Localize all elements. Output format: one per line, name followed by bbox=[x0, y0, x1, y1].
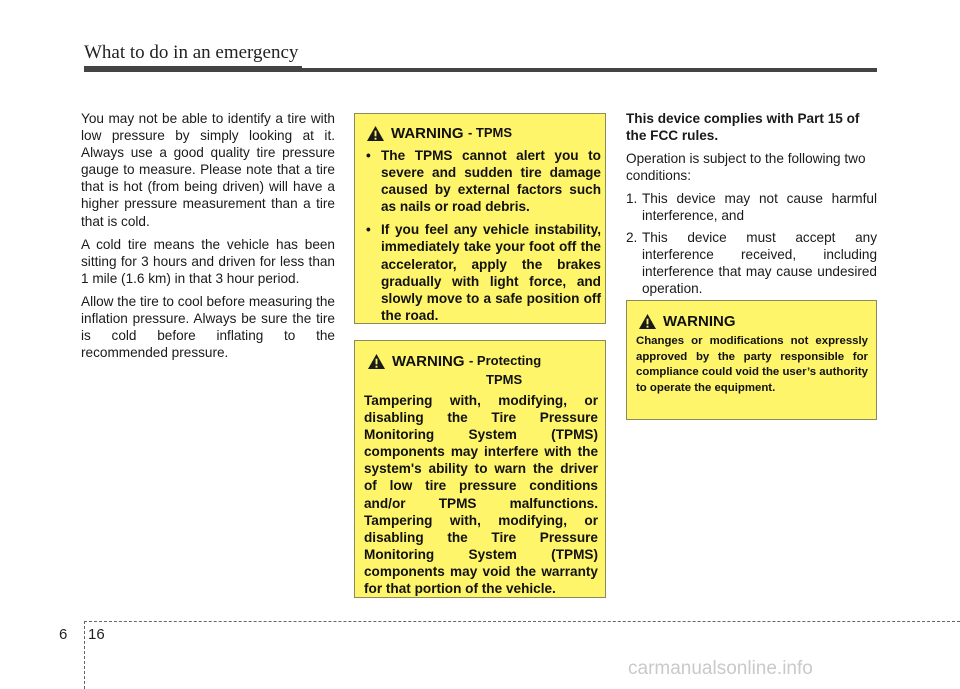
warning-item: • The TPMS cannot alert you to severe and sudden tire damage caused by external factors such as nails or road debris. bbox=[363, 147, 601, 215]
left-column bbox=[81, 110, 335, 367]
warning-list bbox=[363, 147, 601, 330]
warning-heading bbox=[638, 313, 736, 330]
paragraph-cool-before: Allow the tire to cool before measuring the inflation pressure. Always be sure the tire is cold before inflating to the recommended pressure. bbox=[81, 293, 335, 361]
warning-subtitle-continued: TPMS bbox=[486, 372, 523, 387]
footer-rule bbox=[84, 621, 960, 622]
fcc-intro: Operation is subject to the following two conditions: bbox=[626, 151, 866, 184]
warning-subtitle: - TPMS bbox=[467, 125, 513, 140]
fcc-conditions-list bbox=[626, 190, 877, 297]
fcc-heading: This device complies with Part 15 of the FCC rules. bbox=[626, 111, 860, 144]
list-item-number: 1. bbox=[626, 191, 638, 207]
warning-box-tpms bbox=[354, 113, 606, 324]
page-number: 16 bbox=[88, 626, 105, 643]
paragraph-cold-tire: A cold tire means the vehicle has been sitting for 3 hours and driven for less than 1 mile (1.6 km) in that 3 hour period. bbox=[81, 236, 335, 286]
warning-subtitle: - Protecting bbox=[468, 353, 542, 368]
warning-title: WARNING bbox=[391, 125, 464, 142]
watermark: carmanualsonline.info bbox=[628, 658, 813, 679]
warning-body: Tampering with, modifying, or disabling the Tire Pressure Monitoring System (TPMS) components may interfere with the system's ability to warn the driver of low tire pressure conditions and/or TPMS malfunctions. Tampering with, modifying, or disabling the Tire Pressure Monitoring System (TPMS) components may void the warranty for that portion of the vehicle. bbox=[364, 393, 598, 597]
list-item-number: 2. bbox=[626, 229, 638, 245]
warning-triangle-icon bbox=[366, 125, 385, 142]
header-rule-accent bbox=[84, 66, 302, 72]
chapter-number: 6 bbox=[59, 626, 68, 643]
warning-item: • If you feel any vehicle instability, immediately take your foot off the accelerator, apply the brakes gradually with light force, and slowly move to a safe position off the road. bbox=[363, 221, 601, 324]
warning-box-protecting-tpms bbox=[354, 340, 606, 598]
list-item-text: This device may not cause harmful interference, and bbox=[642, 191, 877, 224]
warning-title: WARNING bbox=[392, 353, 465, 370]
warning-heading bbox=[366, 125, 512, 143]
warning-body: Changes or modifications not expressly approved by the party responsible for compliance could void the user’s authority to operate the equipment. bbox=[636, 335, 868, 394]
list-item-text: This device must accept any interference received, including interference that may cause undesired operation. bbox=[642, 229, 877, 296]
warning-triangle-icon bbox=[367, 353, 386, 370]
warning-title: WARNING bbox=[663, 313, 736, 330]
list-item bbox=[626, 229, 877, 297]
warning-box-fcc bbox=[626, 300, 877, 420]
right-column bbox=[626, 110, 877, 301]
warning-triangle-icon bbox=[638, 313, 657, 330]
footer-divider bbox=[84, 621, 85, 689]
paragraph-tire-identify: You may not be able to identify a tire with low pressure by simply looking at it. Always use a good quality tire pressure gauge to measure. Please note that a tire that is hot (from being driven) will have a higher pressure measurement than a tire that is cold. bbox=[81, 111, 335, 229]
page-header-title: What to do in an emergency bbox=[84, 42, 299, 63]
warning-heading bbox=[367, 353, 541, 371]
list-item bbox=[626, 190, 877, 224]
